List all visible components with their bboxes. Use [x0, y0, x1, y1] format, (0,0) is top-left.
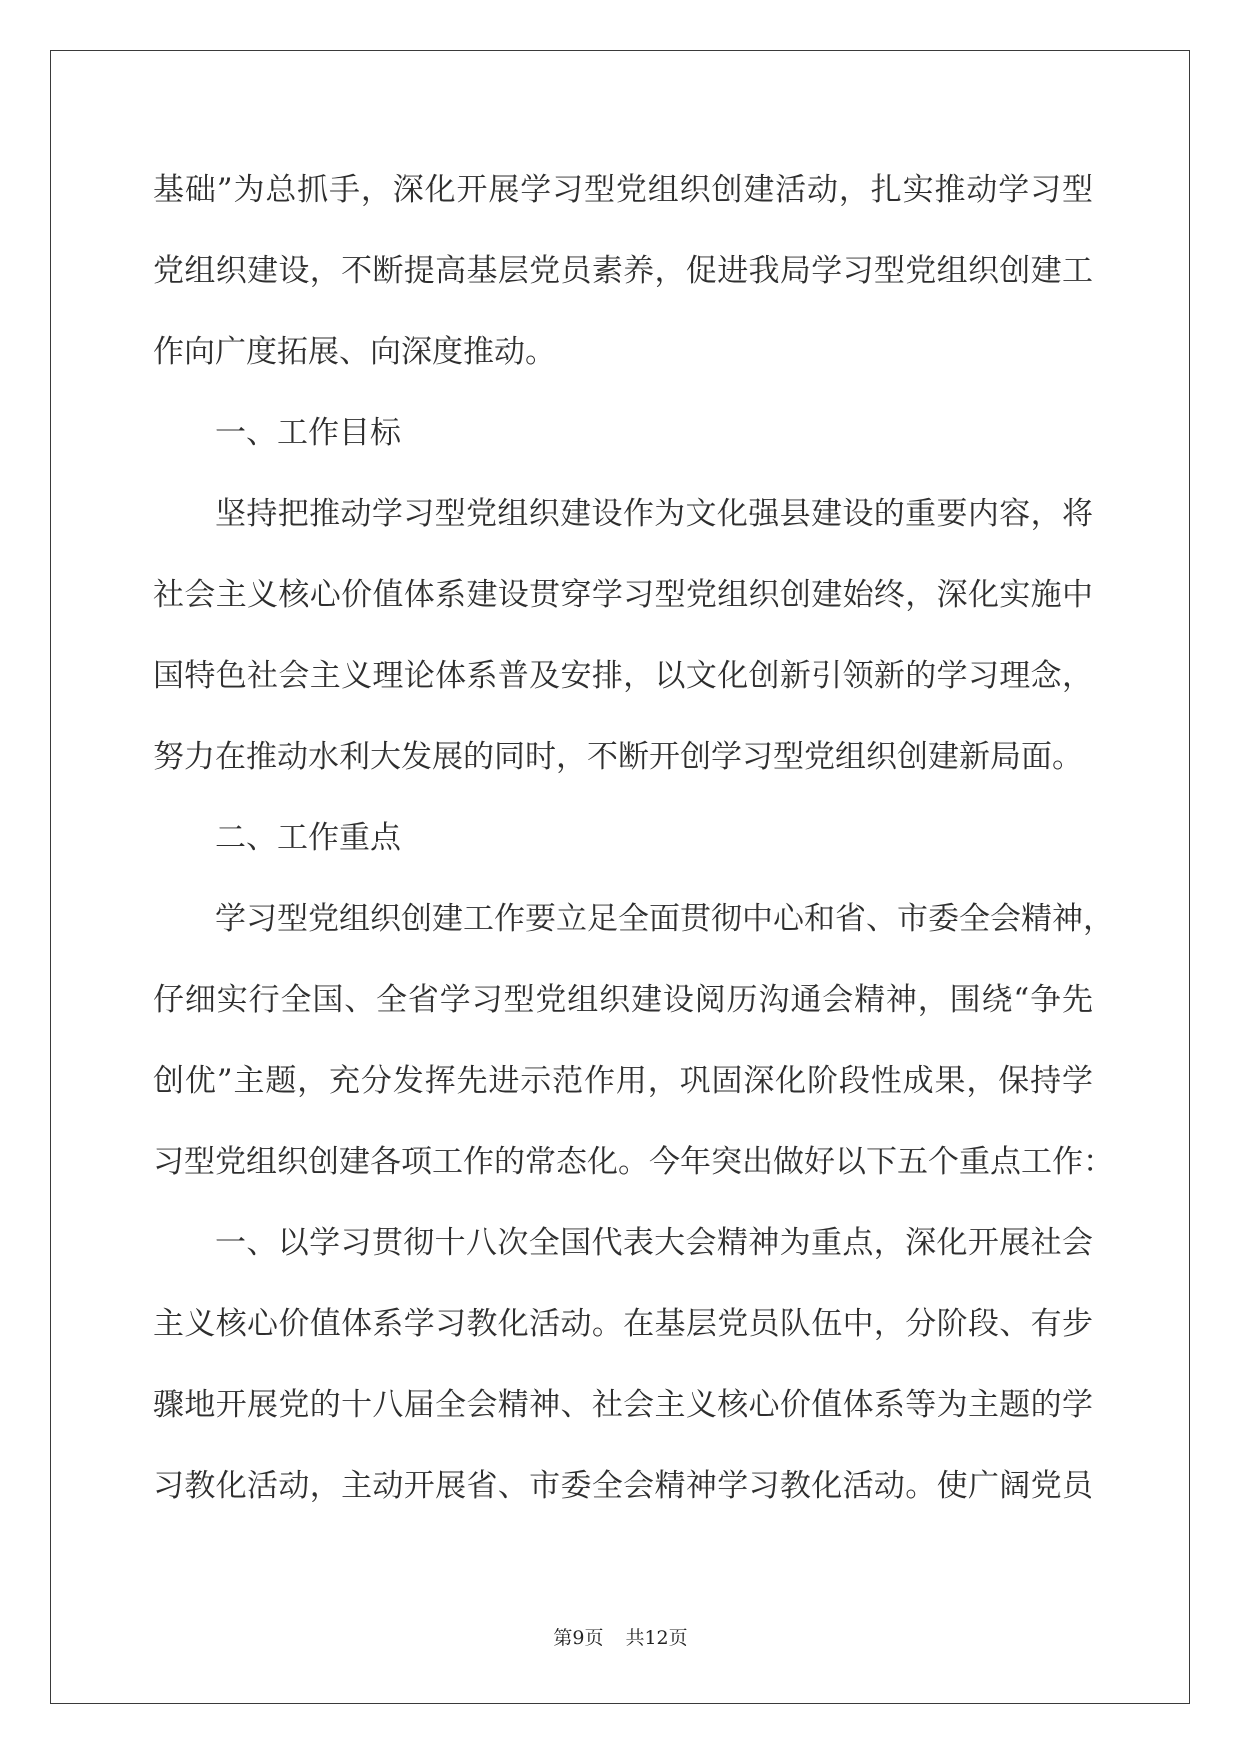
- text-line: 骤地开展党的十八届全会精神、社会主义核心价值体系等为主题的学: [153, 1387, 1093, 1423]
- text-line: 创优”主题，充分发挥先进示范作用，巩固深化阶段性成果，保持学: [153, 1063, 1093, 1099]
- text-line: 社会主义核心价值体系建设贯穿学习型党组织创建始终，深化实施中: [153, 577, 1093, 613]
- text-line: 主义核心价值体系学习教化活动。在基层党员队伍中，分阶段、有步: [153, 1306, 1093, 1342]
- text-line: 一、以学习贯彻十八次全国代表大会精神为重点，深化开展社会: [215, 1225, 1093, 1261]
- text-line: 作向广度拓展、向深度推动。: [153, 334, 556, 370]
- text-line: 学习型党组织创建工作要立足全面贯彻中心和省、市委全会精神，: [215, 901, 1114, 937]
- text-line: 党组织建设，不断提高基层党员素养，促进我局学习型党组织创建工: [153, 253, 1093, 289]
- paragraph-work-focus: [153, 879, 1114, 1203]
- paragraph-continuation: [153, 150, 1093, 393]
- text-line: 努力在推动水利大发展的同时，不断开创学习型党组织创建新局面。: [153, 739, 1083, 775]
- text-line: 仔细实行全国、全省学习型党组织建设阅历沟通会精神，围绕“争先: [153, 982, 1093, 1018]
- total-pages-label: 共12页: [625, 1627, 688, 1649]
- text-line: 基础”为总抓手，深化开展学习型党组织创建活动，扎实推动学习型: [153, 172, 1093, 208]
- current-page-label: 第9页: [553, 1627, 604, 1649]
- text-line: 国特色社会主义理论体系普及安排，以文化创新引领新的学习理念，: [153, 658, 1093, 694]
- paragraph-work-goals: [153, 474, 1093, 798]
- document-body: [153, 150, 1114, 1527]
- heading-line: 一、工作目标: [215, 415, 401, 451]
- text-line: 坚持把推动学习型党组织建设作为文化强县建设的重要内容，将: [215, 496, 1093, 532]
- section-heading-work-goals: [153, 393, 1093, 474]
- heading-line: 二、工作重点: [215, 820, 401, 856]
- text-line: 习教化活动，主动开展省、市委全会精神学习教化活动。使广阔党员: [153, 1468, 1093, 1504]
- text-line: 习型党组织创建各项工作的常态化。今年突出做好以下五个重点工作：: [153, 1144, 1114, 1180]
- section-heading-work-focus: [153, 798, 1093, 879]
- paragraph-focus-item-one: [153, 1203, 1093, 1527]
- page-footer: [0, 1626, 1241, 1650]
